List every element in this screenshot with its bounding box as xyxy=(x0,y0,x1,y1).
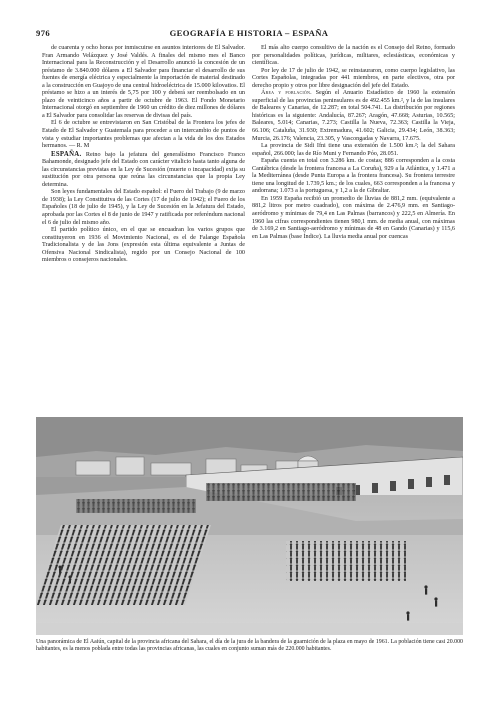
paragraph-el-salvador-meeting: El 6 de octubre se entrevistaron en San Cristóbal de la Frontera los jefes de Estado de El Salvador y Guatemala para proceder a un intercambio de puntos de vista y estudiar importantes problemas que afectan a la vida de los dos Estados hermanos. — R. M xyxy=(42,120,245,150)
paragraph-area-poblacion xyxy=(252,90,455,143)
paragraph-coasts-borders: España cuenta en total con 3.286 km. de costas; 886 corresponden a la costa Cantábrica (desde la frontera francesa a La Coruña), 929 a la Atlántica, y 1.471 a la Mediterránea (desde Punta Europa a la frontera francesa). Su frontera terrestre tiene una longitud de 1.739,5 km.; de los cuales, 663 corresponden a la francesa y andorrana; 1.073 a la portuguesa, y 1,2 a la de Gibraltar. xyxy=(252,158,455,195)
paragraph-african-provinces: La provincia de Sidi Ifni tiene una extensión de 1.500 km.²; la del Sahara español, 266.000; las de Río Muni y Fernando Póo, 28.051. xyxy=(252,143,455,157)
paragraph-political-party: El partido político único, en el que se encuadran los varios grupos que constituyeron en 1936 el Movimiento Nacional, es el de Falange Española Tradicionalista y de las Jons (expresión esta última equivalente a Juntas de Ofensiva Nacional Sindicalista), regido por un Consejo Nacional de 100 miembros o consejeros nacionales. xyxy=(42,227,245,264)
page-number: 976 xyxy=(36,28,51,38)
section-heading-espana: ESPAÑA. xyxy=(51,150,82,158)
paragraph-consejo-del-reino: El más alto cuerpo consultivo de la nación es el Consejo del Reino, formado por personalidades políticas, jurídicas, militares, eclesiásticas, económicas y científicas. xyxy=(252,45,455,67)
running-title: GEOGRAFÍA E HISTORIA – ESPAÑA xyxy=(169,28,329,38)
photo-drawing xyxy=(36,417,463,635)
left-column xyxy=(42,45,245,265)
page-header xyxy=(36,28,462,40)
paragraph-fundamental-laws: Son leyes fundamentales del Estado español: el Fuero del Trabajo (9 de marzo de 1938); la Ley Constitutiva de las Cortes (17 de julio de 1942); el Fuero de los Españoles (18 de julio de 1945), y la Ley de Sucesión en la Jefatura del Estado, aprobada por las Cortes el 8 de junio de 1947 y ratificada por referéndum nacional el 6 de julio del mismo año. xyxy=(42,189,245,226)
paragraph-el-salvador-loans: de cuarenta y ocho horas por inmiscuirse en asuntos interiores de El Salvador. Fran Armando Velázquez y José Valdés. A finales del mismo mes el Banco Internacional para la Reconstrucción y el Desarrollo anunció la concesión de un préstamo de 3.840.000 dólares a El Salvador para financiar el desarrollo de sus fuentes de energía eléctrica y especialmente la importación de material destinado a la construcción en Guajoyo de una central hidroeléctrica de 15.000 kilovatios. El préstamo se hizo a un interés de 5,75 por 100 y deberá ser reembolsado en un plazo de veinticinco años a partir de octubre de 1963. El Fondo Monetario Internacional otorgó en septiembre de 1960 un crédito de diez millones de dólares a El Salvador para consolidar las reservas de divisas del país. xyxy=(42,45,245,119)
subheading-area-poblacion: Área y población. xyxy=(261,90,312,97)
photo-caption: Una panorámica de El Aaiún, capital de la provincia africana del Sahara, el día de la jura de la bandera de la guarnición de la plaza en mayo de 1961. La población tiene casi 20.000 habitantes, es la menos poblada entre todas las provincias africanas, las cuales en conjunto suman más de 220.000 habitantes. xyxy=(36,639,463,653)
espana-intro-text: Reino bajo la jefatura del generalísimo Francisco Franco Bahamonde, designado jefe del Estado con carácter vitalicio hasta tanto alguna de las circunstancias previstas en la Ley de Sucesión (muerte o incapacidad) exija su sustitución por otra persona que reúna las circunstancias que la propia Ley determina. xyxy=(42,151,245,188)
paragraph-cortes: Por ley de 17 de julio de 1942, se reinstauraron, como cuerpo legislativo, las Cortes Españolas, integradas por 441 miembros, en parte electivos, otra por derecho propio y otros por libre designación del jefe del Estado. xyxy=(252,67,455,89)
right-column xyxy=(252,45,455,241)
paragraph-espana-intro xyxy=(42,151,245,190)
paragraph-rainfall: En 1959 España recibió un promedio de lluvias de 881,2 mm. (equivalente a 881,2 litros por metro cuadrado), con máxima de 2.476,9 mm. en Santiago-aeródromo y mínimas de 79,4 en Las Palmas (barrancos) y 222,5 en Almería. En 1960 las cifras correspondientes tienen 980,1 mm. de media anual, con máximas de 3.169,2 en Santiago-aeródromo y mínimas de 48 en Gando (Canarias) y 115,6 en Las Palmas (base Índice). La lluvia media anual por cuencas xyxy=(252,195,455,240)
area-text: Según el Anuario Estadístico de 1960 la extensión superficial de las provincias peninsulares es de 492.455 km.², y la de las insulares de Baleares y Canarias, de 12.287; en total 504.741. La distribución por regiones históricas es la siguiente: Andalucía, 87.267; Aragón, 47.668; Asturias, 10.565; Baleares, 5.014; Canarias, 7.273; Castilla la Nueva, 72.363; Castilla la Vieja, 66.106; Cataluña, 31.930; Extremadura, 41.602; Galicia, 29.434; León, 38.363; Murcia, 26.176; Valencia, 23.305, y Vascongadas y Navarra, 17.675. xyxy=(252,90,455,142)
el-aaiun-photograph xyxy=(36,417,463,635)
